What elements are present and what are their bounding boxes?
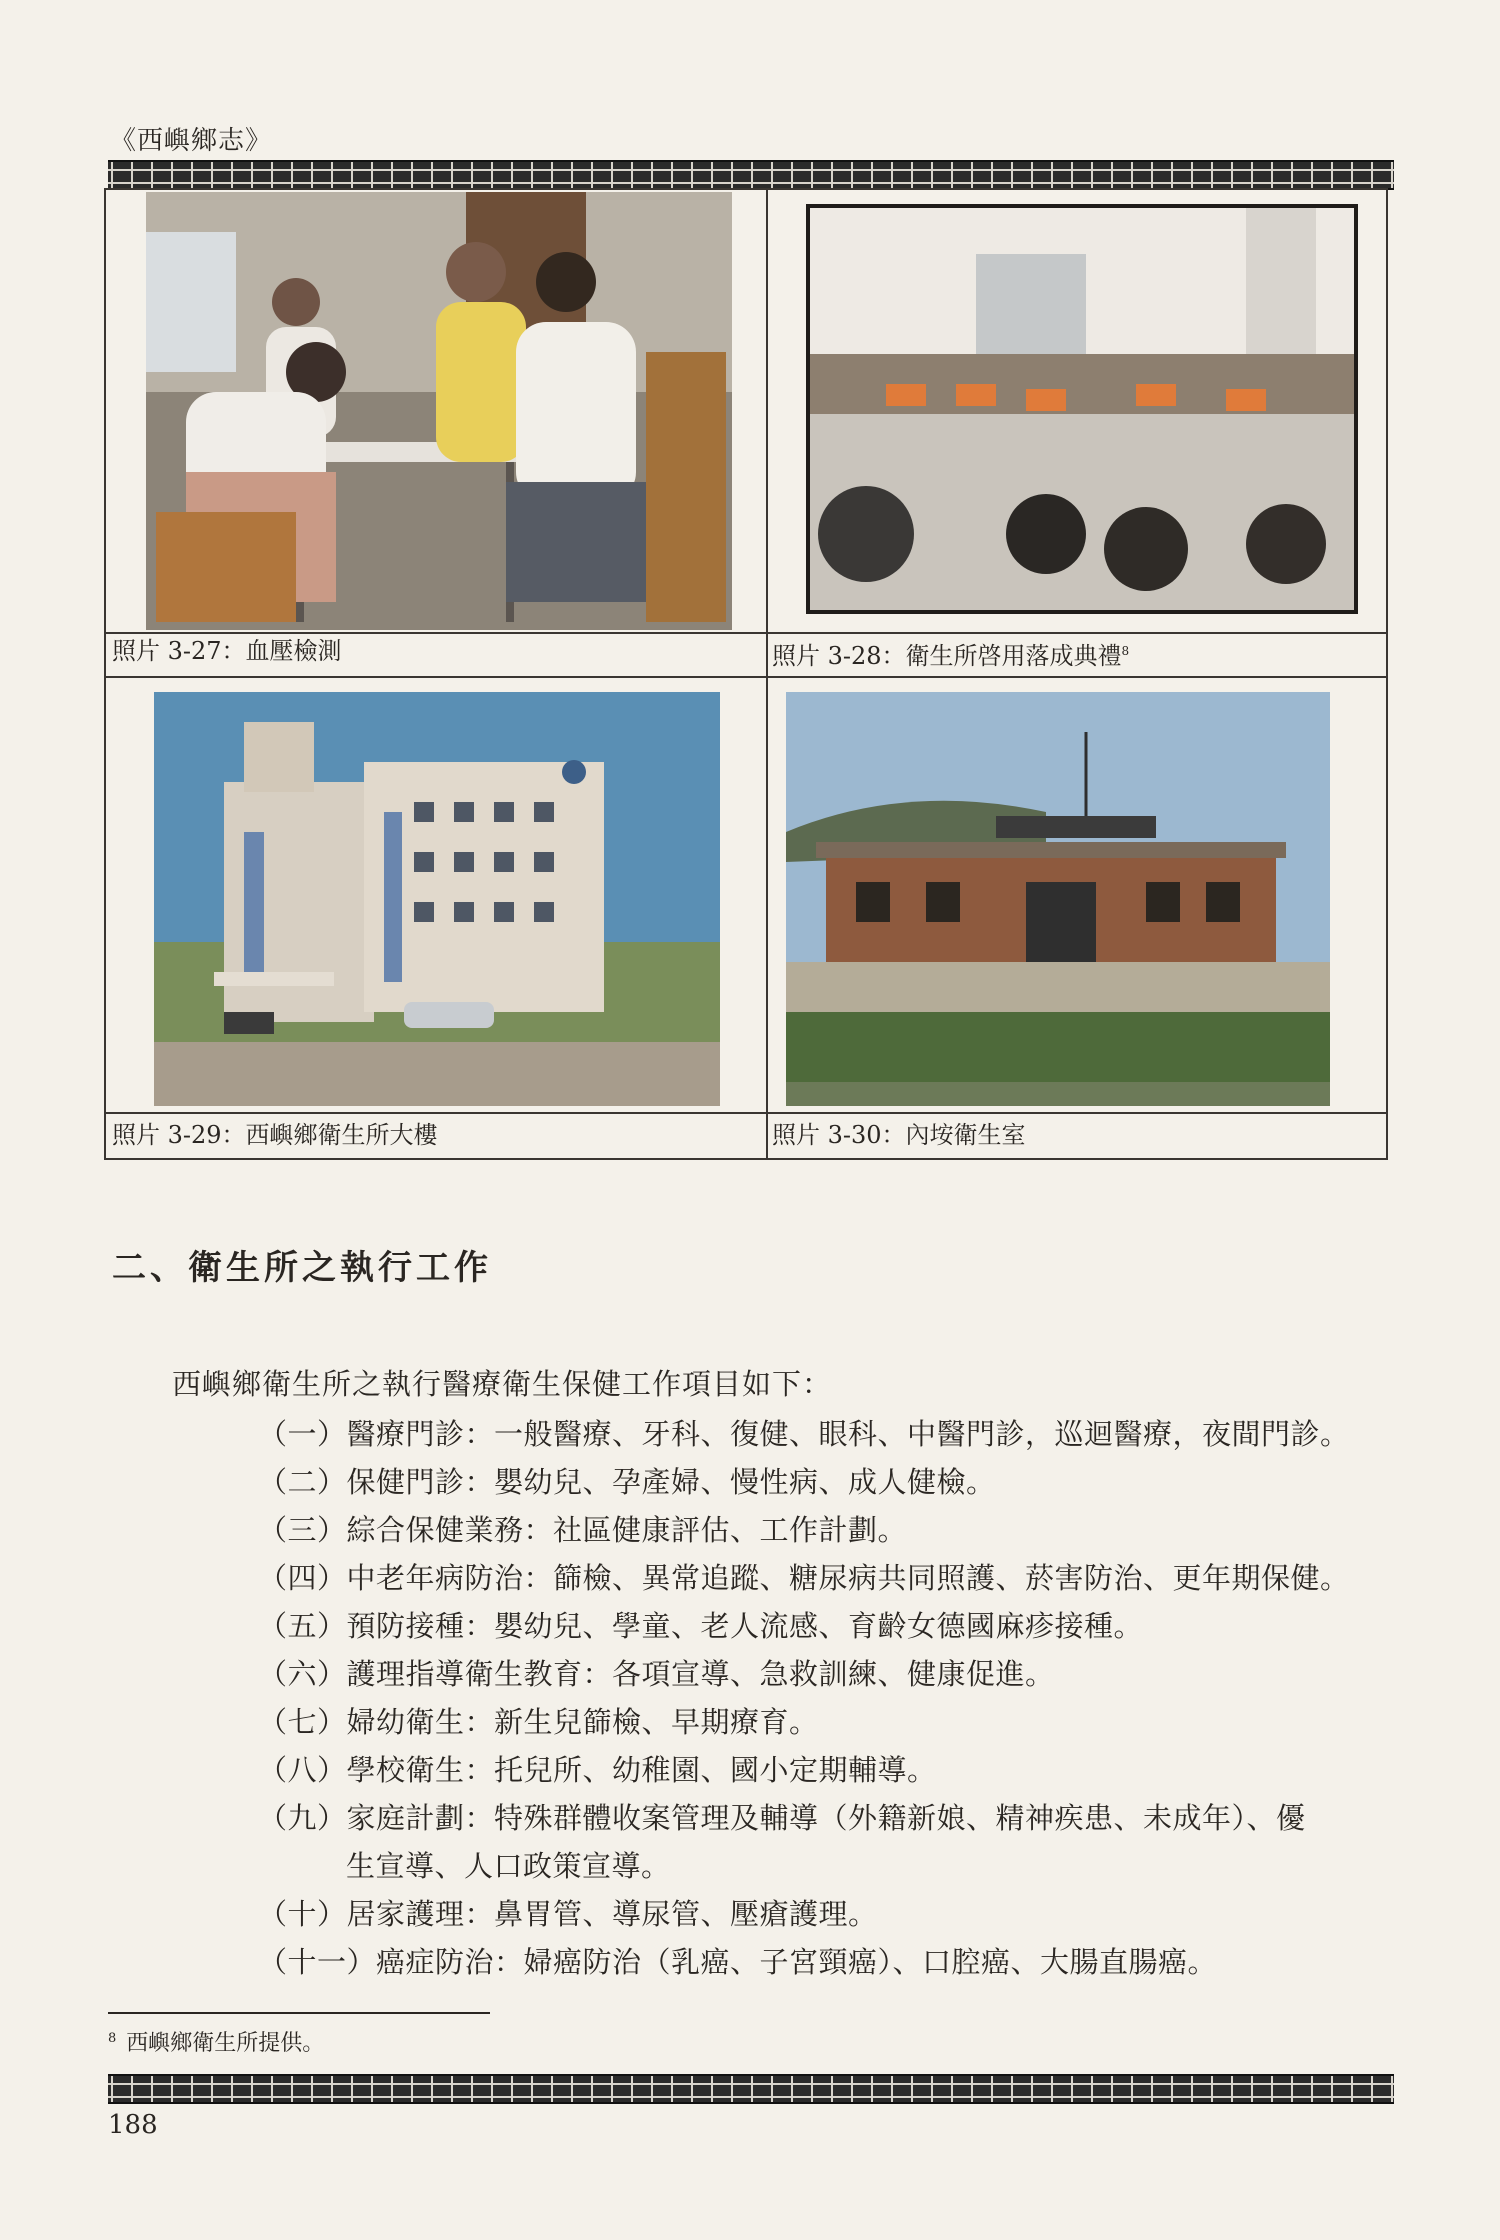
photo-caption — [772, 636, 1129, 671]
item-number: （三） — [258, 1513, 347, 1547]
photo-caption: 照片 3-30：內垵衛生室 — [772, 1121, 1026, 1149]
photo-caption: 照片 3-29：西嶼鄉衛生所大樓 — [112, 1121, 438, 1149]
item-text: 癌症防治：婦癌防治（乳癌、子宮頸癌）、口腔癌、大腸直腸癌。 — [376, 1945, 1218, 1979]
item-text: 中老年病防治：篩檢、異常追蹤、糖尿病共同照護、菸害防治、更年期保健。 — [346, 1561, 1350, 1595]
list-item — [258, 1506, 1398, 1554]
section-intro: 西嶼鄉衛生所之執行醫療衛生保健工作項目如下： — [172, 1367, 833, 1401]
section-title: 二、衛生所之執行工作 — [112, 1248, 492, 1288]
item-number: （二） — [258, 1465, 347, 1499]
list-item — [258, 1698, 1398, 1746]
footnote-marker: 8 — [108, 2030, 117, 2046]
item-text: 綜合保健業務：社區健康評估、工作計劃。 — [346, 1513, 908, 1547]
list-item — [258, 1602, 1398, 1650]
footnote-text: 西嶼鄉衛生所提供。 — [126, 2031, 325, 2056]
photo-grid-table — [104, 188, 1388, 1160]
item-text-continued: 生宣導、人口政策宣導。 — [346, 1849, 671, 1883]
photo-health-center-building — [154, 692, 720, 1106]
item-text: 醫療門診：一般醫療、牙科、復健、眼科、中醫門診，巡迴醫療，夜間門診。 — [346, 1417, 1350, 1451]
item-number: （五） — [258, 1609, 347, 1643]
item-number: （八） — [258, 1753, 347, 1787]
list-item — [258, 1890, 1398, 1938]
item-text: 護理指導衛生教育：各項宣導、急救訓練、健康促進。 — [346, 1657, 1055, 1691]
list-item — [258, 1458, 1398, 1506]
item-text: 婦幼衛生：新生兒篩檢、早期療育。 — [346, 1705, 819, 1739]
book-title-header: 《西嶼鄉志》 — [110, 126, 273, 156]
item-text: 家庭計劃：特殊群體收案管理及輔導（外籍新娘、精神疾患、未成年）、優 — [346, 1801, 1306, 1835]
item-number: （十一） — [258, 1945, 377, 1979]
list-item — [258, 1746, 1398, 1794]
item-text: 學校衛生：托兒所、幼稚園、國小定期輔導。 — [346, 1753, 937, 1787]
item-number: （七） — [258, 1705, 347, 1739]
photo-caption: 照片 3-27：血壓檢測 — [112, 637, 342, 665]
list-item — [258, 1938, 1398, 1986]
item-number: （四） — [258, 1561, 347, 1595]
photo-caption-text: 照片 3-28：衛生所啓用落成典禮 — [772, 642, 1122, 670]
photo-blood-pressure — [146, 192, 732, 630]
footnote-ref: 8 — [1121, 644, 1130, 658]
list-item — [258, 1650, 1398, 1698]
work-items-list — [258, 1410, 1398, 1986]
item-text: 預防接種：嬰幼兒、學童、老人流感、育齡女德國麻疹接種。 — [346, 1609, 1144, 1643]
footnote — [108, 2026, 324, 2057]
photo-opening-ceremony — [806, 204, 1358, 614]
decorative-border-top — [108, 160, 1394, 190]
item-text: 保健門診：嬰幼兒、孕產婦、慢性病、成人健檢。 — [346, 1465, 996, 1499]
table-divider — [106, 676, 1386, 678]
item-text: 居家護理：鼻胃管、導尿管、壓瘡護理。 — [346, 1897, 878, 1931]
item-number: （一） — [258, 1417, 347, 1451]
list-item — [258, 1794, 1398, 1890]
decorative-border-bottom — [108, 2074, 1394, 2104]
table-divider — [106, 632, 1386, 634]
page-number: 188 — [108, 2110, 158, 2140]
list-item — [258, 1410, 1398, 1458]
table-divider-vertical — [766, 190, 768, 1158]
table-divider — [106, 1112, 1386, 1114]
item-number: （九） — [258, 1801, 347, 1835]
item-number: （十） — [258, 1897, 347, 1931]
photo-clinic-building — [786, 692, 1330, 1106]
item-number: （六） — [258, 1657, 347, 1691]
list-item — [258, 1554, 1398, 1602]
footnote-divider — [108, 2012, 490, 2014]
